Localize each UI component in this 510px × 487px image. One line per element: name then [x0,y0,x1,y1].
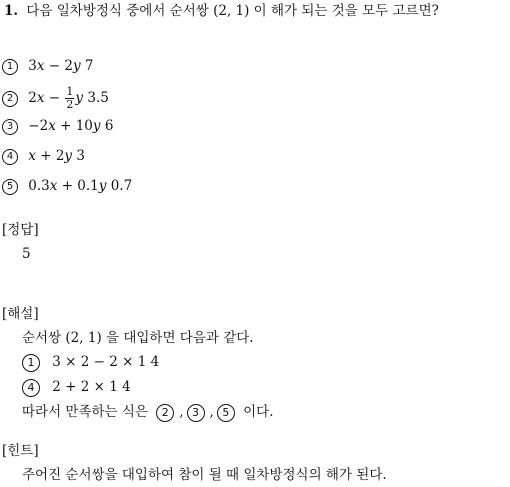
option-5-coef-x: 0.3 [28,178,50,194]
option-number-5: 5 [2,179,18,195]
option-4-var-x: x [28,148,36,164]
check-1-expression: 3 × 2 − 2 × 1 4 [52,354,160,370]
option-5-rhs: 0.7 [106,178,133,194]
option-3-coef-y: + 10 [55,118,93,134]
explanation-label: [해설] [2,306,39,322]
option-5 [2,177,132,195]
option-1-coef-x: 3 [28,58,37,74]
hint-label: [힌트] [2,443,39,459]
explanation-check-1 [22,353,159,372]
explanation-conclusion: 따라서 만족하는 식은 2 , 3 , 5 이다. [22,404,274,420]
option-1-coef-y: − 2 [44,58,73,74]
option-2 [2,86,109,111]
option-3-rhs: 6 [100,118,114,134]
conclusion-choice-3: 5 [217,404,235,422]
fraction-denominator: 2 [66,98,74,111]
option-4 [2,147,85,165]
option-3-var-y: y [92,118,101,134]
option-5-coef-y: + 0.1 [57,178,99,194]
option-3 [2,117,113,135]
answer-label: [정답] [2,222,39,238]
conclusion-prefix: 따라서 만족하는 식은 [22,404,148,420]
fraction-numerator: 1 [66,85,74,98]
option-1-rhs: 7 [80,58,94,74]
explanation-check-2 [22,378,131,397]
question-number: 1. [4,3,19,19]
option-2-var-y: y [75,90,84,106]
question-text: 다음 일차방정식 중에서 순서쌍 (2, 1) 이 해가 되는 것을 모두 고르면? [26,3,439,19]
check-2-expression: 2 + 2 × 1 4 [52,379,131,395]
question-line [4,2,439,20]
conclusion-choice-2: 3 [187,404,205,422]
check-2-mark: 4 [22,379,40,397]
option-number-4: 4 [2,149,18,165]
option-2-fraction [65,86,74,111]
option-3-coef-x: −2 [28,118,49,134]
option-5-var-y: y [98,178,107,194]
conclusion-suffix: 이다. [243,404,274,420]
option-2-var-x: x [36,90,45,106]
explanation-line-1: 순서쌍 (2, 1) 을 대입하면 다음과 같다. [22,330,254,346]
option-2-coef-x: 2 [28,90,37,106]
check-1-mark: 1 [22,354,40,372]
option-3-var-x: x [48,118,56,134]
option-number-3: 3 [2,119,18,135]
option-1-var-y: y [73,58,81,74]
option-number-2: 2 [2,91,18,107]
option-4-rhs: 3 [72,148,85,164]
option-4-coef-y: + 2 [35,148,65,164]
option-2-rhs: 3.5 [83,90,109,106]
conclusion-choice-1: 2 [156,404,174,422]
hint-text: 주어진 순서쌍을 대입하여 참이 될 때 일차방정식의 해가 된다. [22,467,387,483]
option-4-var-y: y [64,148,73,164]
option-1-var-x: x [36,58,45,74]
option-2-minus: − [44,90,65,106]
option-5-var-x: x [49,178,58,194]
answer-value: 5 [22,246,31,262]
option-1 [2,57,94,75]
option-number-1: 1 [2,59,18,75]
